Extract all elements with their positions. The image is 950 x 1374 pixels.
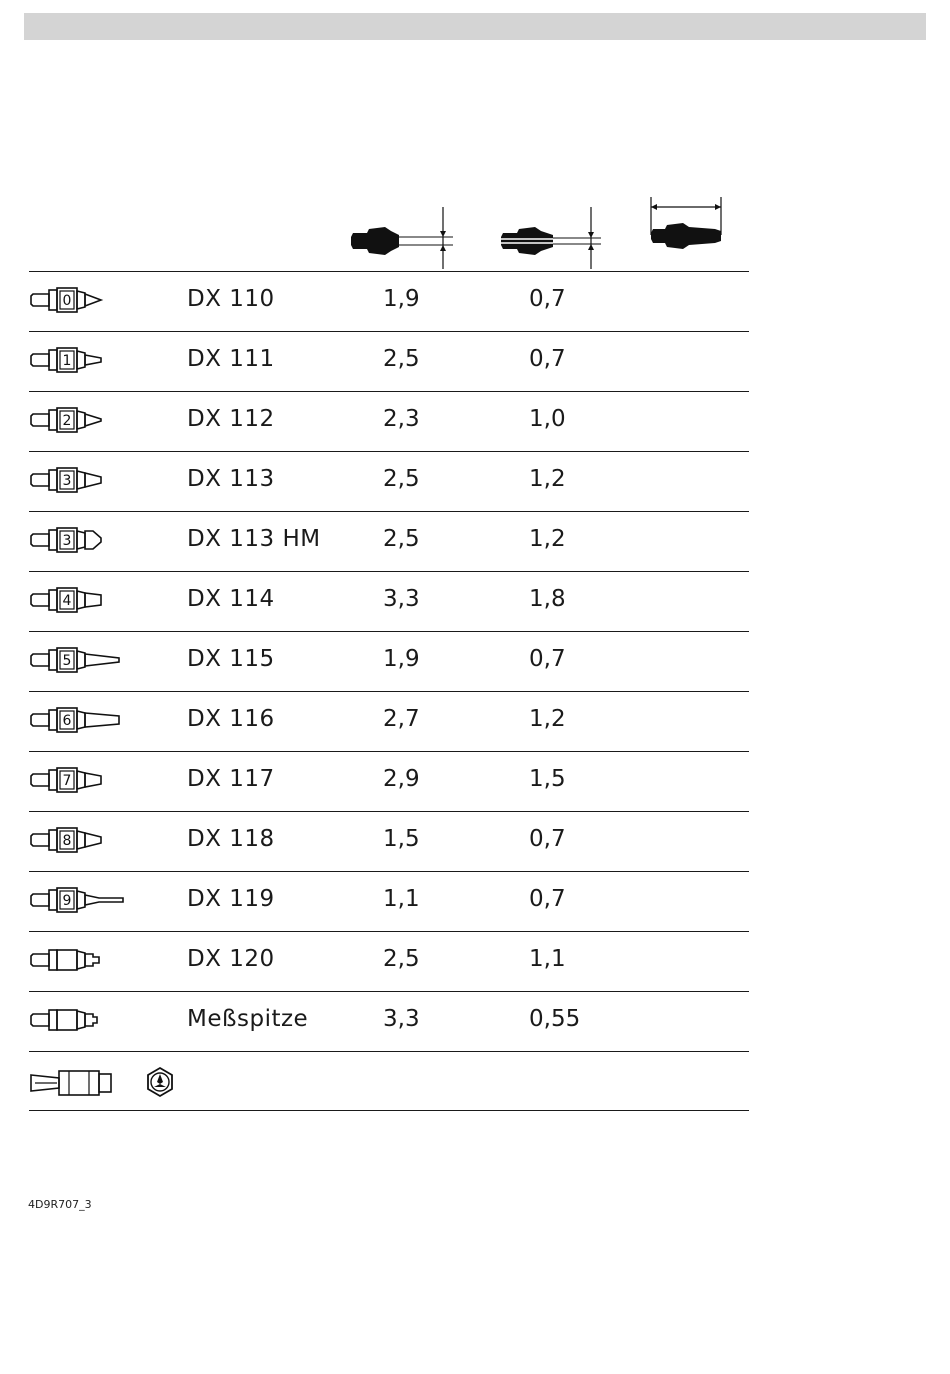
nozzle-name: DX 117	[187, 766, 275, 792]
inner-diameter-value: 1,1	[529, 946, 566, 972]
nozzle-number: 6	[62, 713, 72, 729]
outer-diameter-value: 2,5	[383, 946, 420, 972]
nozzle-diagram	[29, 764, 129, 800]
nozzle-diagram	[29, 824, 129, 860]
table-row	[29, 751, 749, 811]
outer-diameter-nozzle-icon	[345, 205, 455, 271]
nozzle-diagram	[29, 1004, 129, 1040]
outer-diameter-value: 2,5	[383, 466, 420, 492]
nozzle-number: 8	[62, 833, 72, 849]
inner-diameter-value: 1,5	[529, 766, 566, 792]
nozzle-icon	[29, 944, 129, 980]
nozzle-diagram	[29, 464, 129, 500]
nozzle-diagram	[29, 584, 129, 620]
table-row	[29, 571, 749, 631]
nozzle-name: DX 113 HM	[187, 526, 321, 552]
outer-diameter-value: 1,5	[383, 826, 420, 852]
outer-diameter-value: 2,3	[383, 406, 420, 432]
nozzle-number: 7	[62, 773, 72, 789]
inner-diameter-nozzle-icon	[495, 205, 605, 271]
nozzle-number: 0	[62, 293, 72, 309]
nozzle-name: Meßspitze	[187, 1006, 309, 1032]
nozzle-number: 5	[62, 653, 72, 669]
table-row	[29, 691, 749, 751]
nozzle-number: 4	[62, 593, 72, 609]
nozzle-number: 2	[62, 413, 72, 429]
nozzle-name: DX 114	[187, 586, 275, 612]
hex-wrench-icon	[144, 1066, 176, 1098]
inner-diameter-value: 0,7	[529, 286, 566, 312]
inner-diameter-value: 1,8	[529, 586, 566, 612]
inner-diameter-value: 0,7	[529, 826, 566, 852]
table-row	[29, 871, 749, 931]
inner-diameter-value: 1,2	[529, 466, 566, 492]
nozzle-number: 9	[62, 893, 72, 909]
nozzle-diagram	[29, 884, 129, 920]
inner-diameter-value: 1,2	[529, 526, 566, 552]
nozzle-icon	[29, 404, 129, 440]
top-bar	[24, 13, 926, 40]
table-row	[29, 631, 749, 691]
nozzle-number: 3	[62, 533, 72, 549]
nozzle-number: 3	[62, 473, 72, 489]
outer-diameter-value: 2,7	[383, 706, 420, 732]
nozzle-diagram	[29, 524, 129, 560]
nozzle-icon	[29, 284, 129, 320]
nozzle-name: DX 115	[187, 646, 275, 672]
nozzle-icon	[29, 884, 129, 920]
nozzle-name: DX 113	[187, 466, 275, 492]
outer-diameter-value: 3,3	[383, 1006, 420, 1032]
nozzle-diagram	[29, 644, 129, 680]
nozzle-name: DX 118	[187, 826, 275, 852]
nozzle-icon	[29, 344, 129, 380]
outer-diameter-value: 1,1	[383, 886, 420, 912]
inner-diameter-value: 0,7	[529, 646, 566, 672]
nozzle-icon	[29, 704, 129, 740]
table-row	[29, 931, 749, 991]
tool-row	[29, 1051, 749, 1111]
inner-diameter-value: 1,0	[529, 406, 566, 432]
inner-diameter-value: 0,7	[529, 886, 566, 912]
column-header-icons	[0, 195, 950, 270]
nozzle-icon	[29, 584, 129, 620]
nozzle-diagram	[29, 404, 129, 440]
outer-diameter-value: 1,9	[383, 286, 420, 312]
table-row	[29, 391, 749, 451]
nozzle-icon	[29, 464, 129, 500]
tip-tool-icon	[29, 1066, 129, 1100]
nozzle-diagram	[29, 284, 129, 320]
nozzle-icon	[29, 644, 129, 680]
table-row	[29, 811, 749, 871]
nozzle-name: DX 116	[187, 706, 275, 732]
nozzle-name: DX 110	[187, 286, 275, 312]
nozzle-icon	[29, 1004, 129, 1040]
table-row	[29, 511, 749, 571]
nozzle-table	[29, 271, 749, 1111]
nozzle-icon	[29, 524, 129, 560]
outer-diameter-value: 2,9	[383, 766, 420, 792]
nozzle-name: DX 111	[187, 346, 275, 372]
nozzle-diagram	[29, 704, 129, 740]
nozzle-diagram	[29, 944, 129, 980]
inner-diameter-value: 0,7	[529, 346, 566, 372]
length-nozzle-icon	[645, 197, 729, 263]
outer-diameter-value: 2,5	[383, 526, 420, 552]
table-row	[29, 271, 749, 331]
nozzle-icon	[29, 764, 129, 800]
nozzle-name: DX 119	[187, 886, 275, 912]
nozzle-name: DX 112	[187, 406, 275, 432]
inner-diameter-value: 1,2	[529, 706, 566, 732]
outer-diameter-value: 1,9	[383, 646, 420, 672]
outer-diameter-value: 3,3	[383, 586, 420, 612]
inner-diameter-value: 0,55	[529, 1006, 581, 1032]
table-row	[29, 991, 749, 1051]
outer-diameter-value: 2,5	[383, 346, 420, 372]
drawing-code: 4D9R707_3	[28, 1198, 92, 1211]
nozzle-name: DX 120	[187, 946, 275, 972]
nozzle-icon	[29, 824, 129, 860]
nozzle-number: 1	[62, 353, 72, 369]
nozzle-diagram	[29, 344, 129, 380]
table-row	[29, 451, 749, 511]
table-row	[29, 331, 749, 391]
